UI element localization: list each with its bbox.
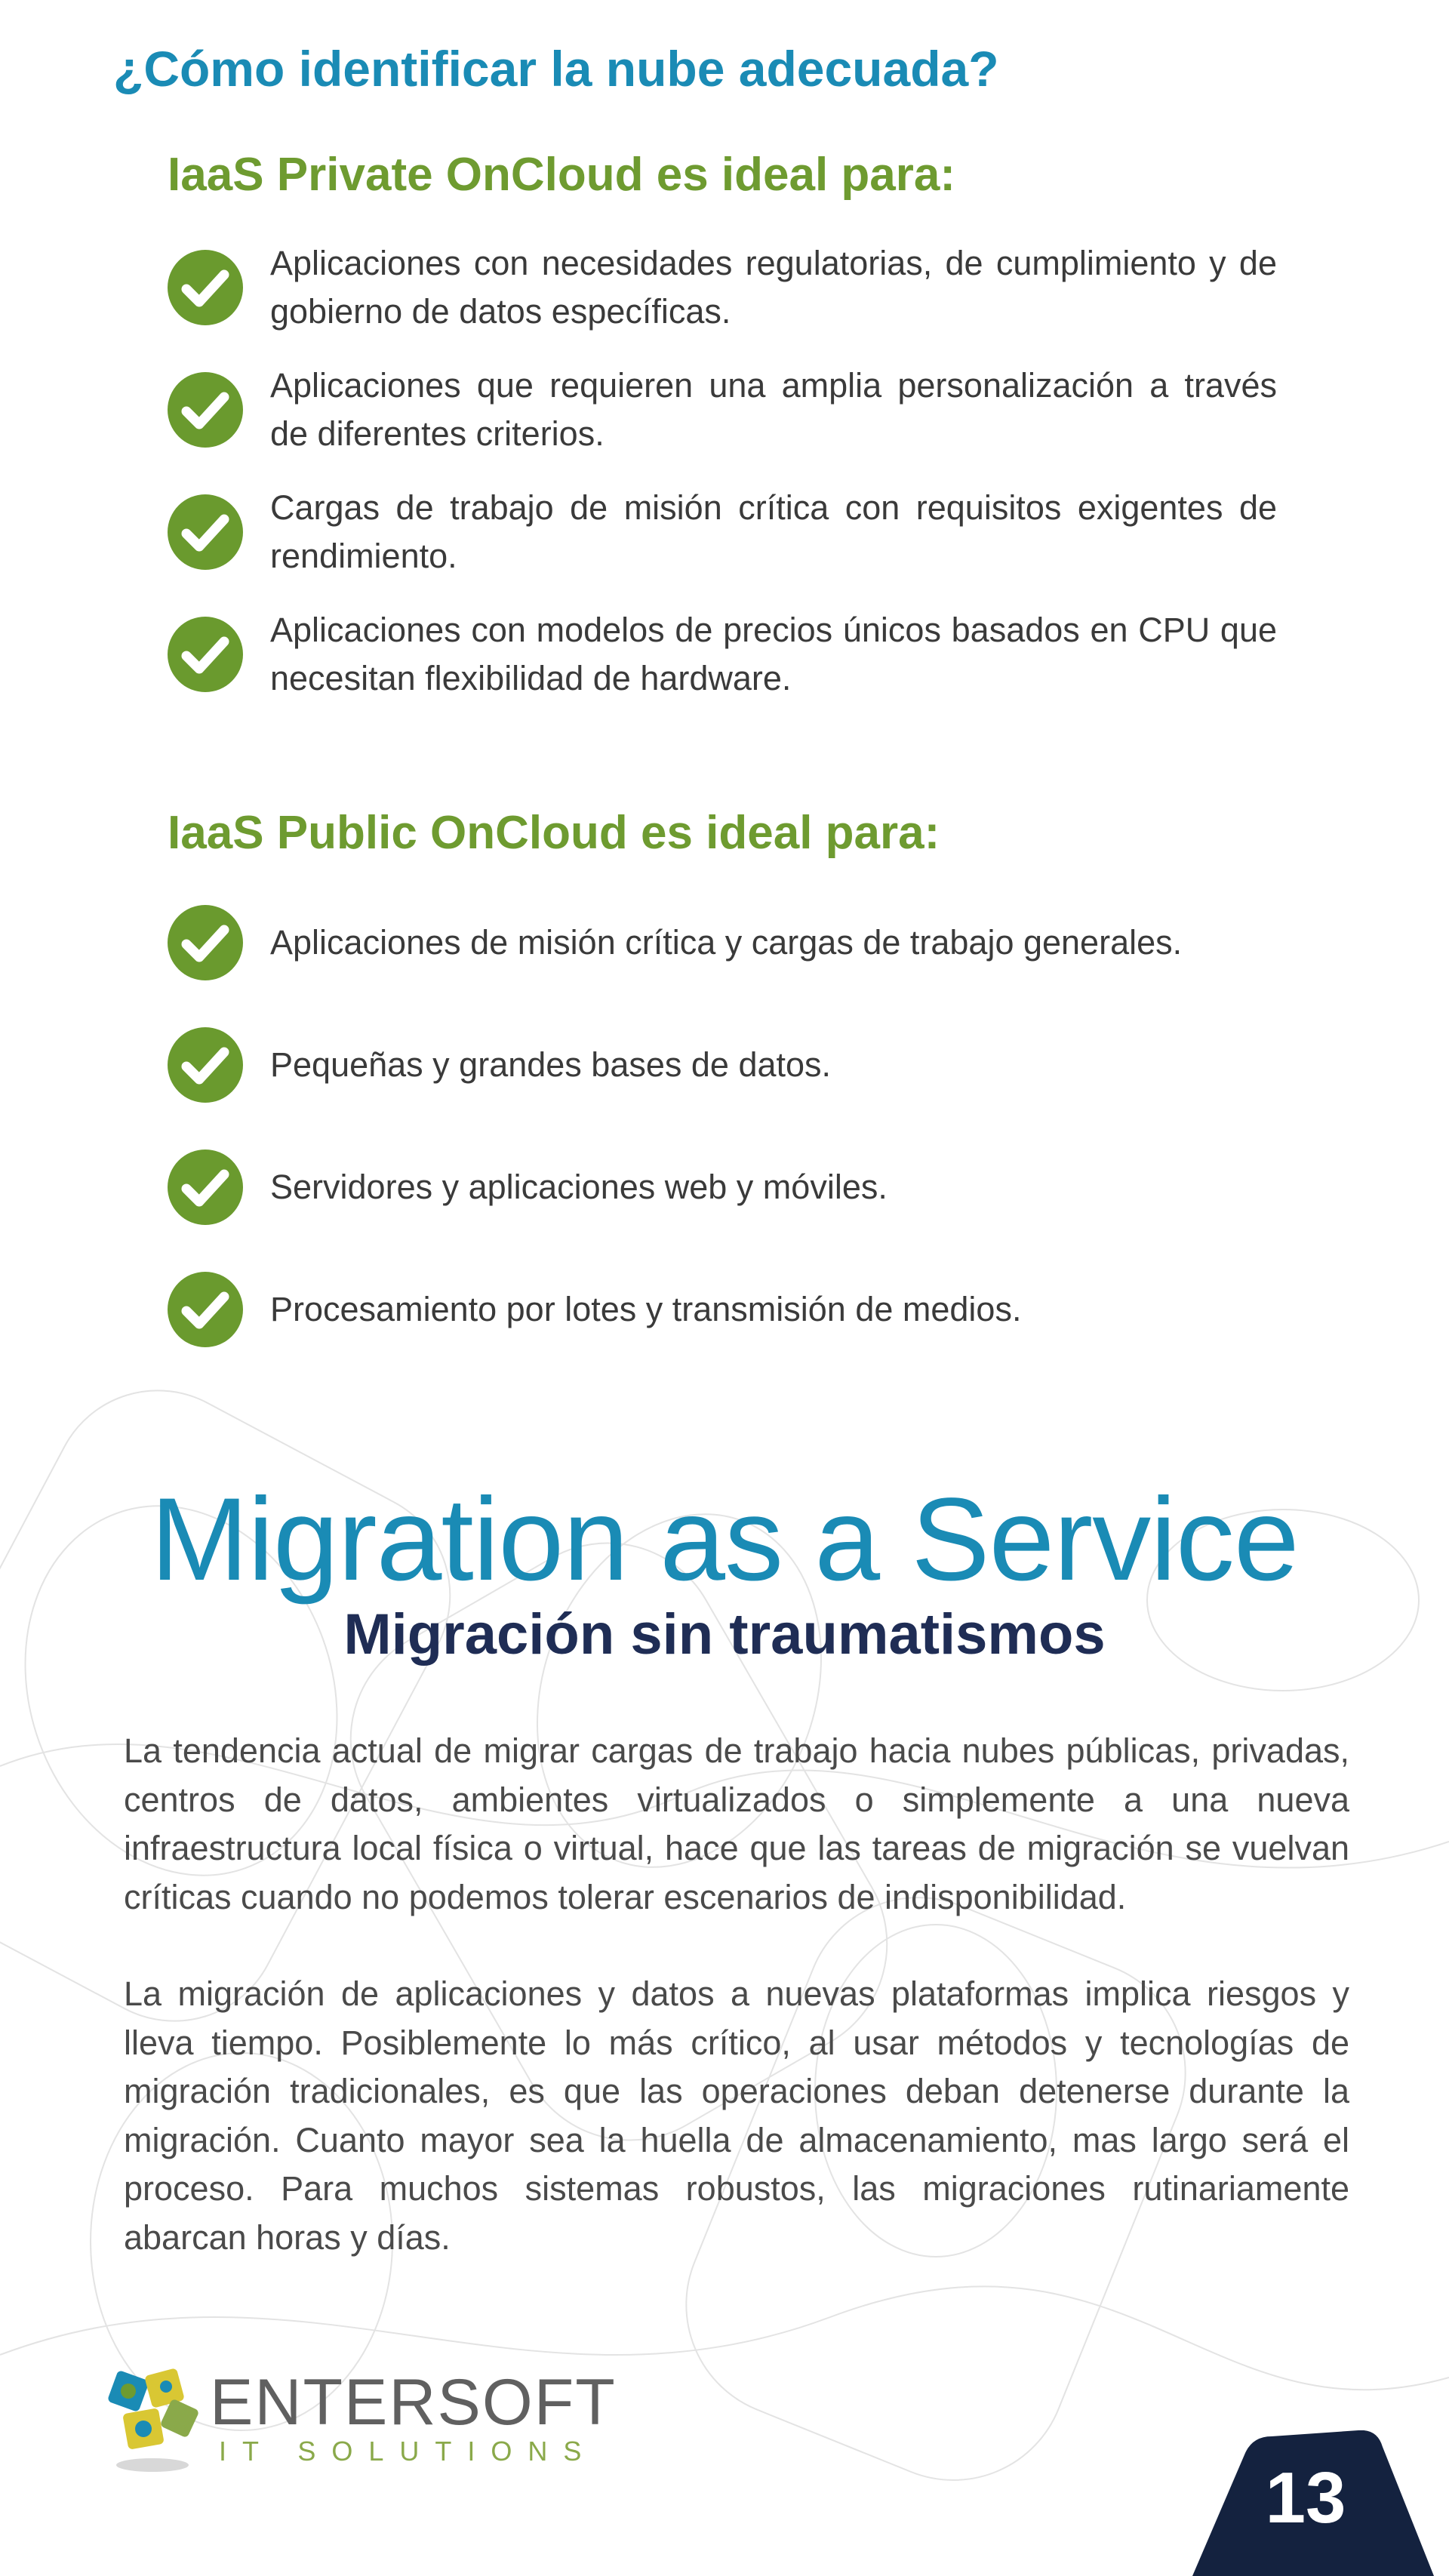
public-section-title: IaaS Public OnCloud es ideal para:	[168, 807, 940, 859]
check-circle-icon	[168, 372, 243, 448]
migration-subtitle: Migración sin traumatismos	[343, 1602, 1106, 1667]
page-title: ¿Cómo identificar la nube adecuada?	[113, 41, 999, 97]
list-item-text: Servidores y aplicaciones web y móviles.	[270, 1168, 888, 1206]
list-item	[168, 593, 1277, 716]
list-item	[168, 1004, 1277, 1126]
check-circle-icon	[168, 494, 243, 570]
private-section-title: IaaS Private OnCloud es ideal para:	[168, 149, 956, 201]
migration-paragraph-2: La migración de aplicaciones y datos a nuevas plataformas implica riesgos y lleva tiempo. Posiblemente lo más crítico, al usar métodos y tecnologías de migración tradicionales, es que las operaciones deban detenerse durante la migración. Cuanto mayor sea la huella de almacenamiento, mas largo será el proceso. Para muchos sistemas robustos, las migraciones rutinariamente abarcan horas y días.	[124, 1974, 1349, 2257]
check-circle-icon	[168, 617, 243, 692]
list-item-text: Aplicaciones con necesidades regulatorias, de cumplimiento y de gobierno de datos específicas.	[270, 244, 1277, 331]
check-circle-icon	[168, 1272, 243, 1347]
list-item	[168, 349, 1277, 471]
list-item-text: Cargas de trabajo de misión crítica con requisitos exigentes de rendimiento.	[270, 488, 1277, 575]
list-item	[168, 1126, 1277, 1248]
check-circle-icon	[168, 250, 243, 325]
public-list	[168, 882, 1277, 1371]
logo-name: ENTERSOFT	[210, 2366, 617, 2439]
list-item-text: Aplicaciones con modelos de precios únicos basados en CPU que necesitan flexibilidad de hardware.	[270, 611, 1277, 697]
private-list	[168, 226, 1277, 716]
page-number: 13	[1265, 2458, 1346, 2538]
check-circle-icon	[168, 905, 243, 980]
migration-paragraph-1: La tendencia actual de migrar cargas de trabajo hacia nubes públicas, privadas, centros de datos, ambientes virtualizados o simplemente a una nueva infraestructura local física o virtual, hace que las tareas de migración se vuelvan críticas cuando no podemos tolerar escenarios de indisponibilidad.	[124, 1731, 1349, 1916]
list-item	[168, 226, 1277, 349]
list-item	[168, 1248, 1277, 1371]
list-item-text: Procesamiento por lotes y transmisión de medios.	[270, 1290, 1022, 1328]
logo-tagline: IT SOLUTIONS	[219, 2436, 598, 2467]
migration-title: Migration as a Service	[150, 1474, 1299, 1605]
logo-mark-icon	[106, 2368, 204, 2474]
entersoft-logo	[106, 2355, 617, 2476]
list-item	[168, 882, 1277, 1004]
check-circle-icon	[168, 1027, 243, 1103]
list-item	[168, 471, 1277, 593]
list-item-text: Pequeñas y grandes bases de datos.	[270, 1045, 832, 1084]
check-circle-icon	[168, 1150, 243, 1225]
list-item-text: Aplicaciones que requieren una amplia personalización a través de diferentes criterios.	[270, 366, 1277, 453]
list-item-text: Aplicaciones de misión crítica y cargas de trabajo generales.	[270, 923, 1183, 962]
